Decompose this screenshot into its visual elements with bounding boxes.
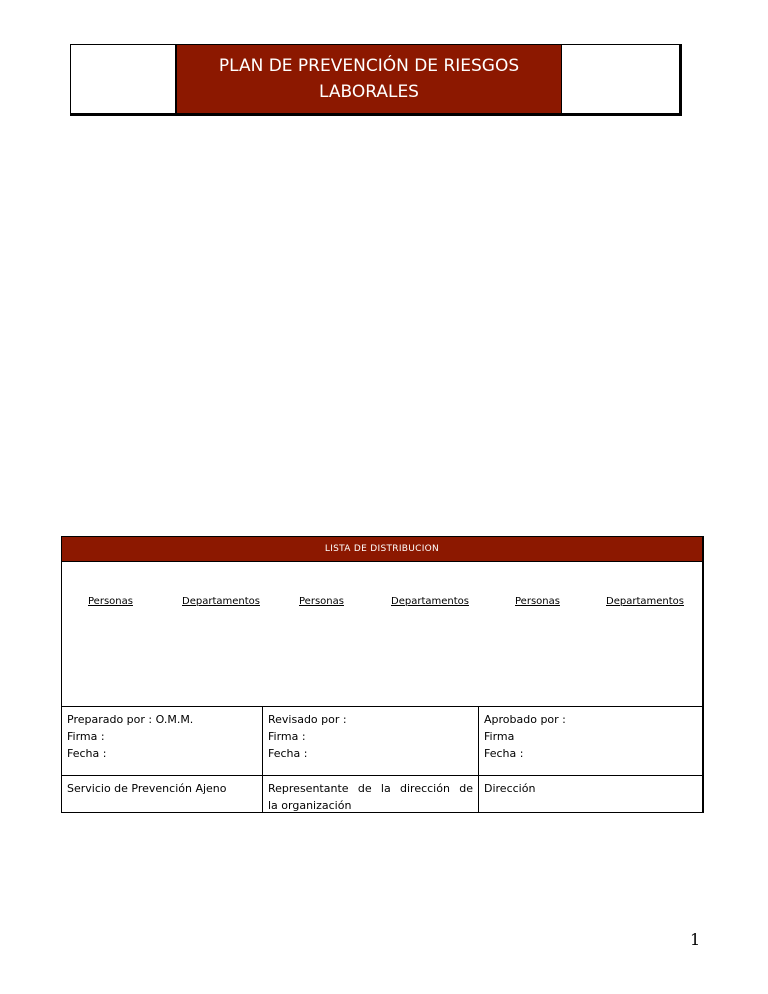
distribution-columns xyxy=(62,562,702,706)
approved-by-label: Aprobado por : xyxy=(484,713,566,726)
header-left-cell xyxy=(71,45,175,113)
document-header xyxy=(70,44,682,116)
distribution-title: LISTA DE DISTRIBUCION xyxy=(62,537,702,562)
role-external-service-label: Servicio de Prevención Ajeno xyxy=(67,782,227,795)
column-personas-1: Personas xyxy=(88,596,133,607)
column-personas-2: Personas xyxy=(299,596,344,607)
reviewed-by-fecha: Fecha : xyxy=(268,747,308,760)
role-direction-label: Dirección xyxy=(484,782,536,795)
role-management-representative-line1: Representante de la dirección de xyxy=(268,782,473,795)
role-external-service xyxy=(62,776,263,812)
role-direction xyxy=(479,776,702,812)
prepared-by-cell xyxy=(62,707,263,775)
document-title-line1: PLAN DE PREVENCIÓN DE RIESGOS xyxy=(218,56,520,76)
approved-by-cell xyxy=(479,707,702,775)
column-departamentos-1: Departamentos xyxy=(182,596,260,607)
document-title xyxy=(175,45,561,113)
role-management-representative xyxy=(263,776,479,812)
distribution-table xyxy=(61,536,704,813)
reviewed-by-cell xyxy=(263,707,479,775)
column-personas-3: Personas xyxy=(515,596,560,607)
document-title-line2: LABORALES xyxy=(318,82,419,102)
prepared-by-firma: Firma : xyxy=(67,730,105,743)
prepared-by-fecha: Fecha : xyxy=(67,747,107,760)
header-right-cell xyxy=(561,45,679,113)
approved-by-firma: Firma xyxy=(484,730,515,743)
approved-by-fecha: Fecha : xyxy=(484,747,524,760)
reviewed-by-label: Revisado por : xyxy=(268,713,347,726)
page-number: 1 xyxy=(690,930,701,949)
column-departamentos-3: Departamentos xyxy=(606,596,684,607)
reviewed-by-firma: Firma : xyxy=(268,730,306,743)
prepared-by-label: Preparado por : O.M.M. xyxy=(67,713,194,726)
signature-row xyxy=(62,706,702,775)
role-management-representative-line2: la organización xyxy=(268,799,352,812)
roles-row xyxy=(62,775,702,812)
column-departamentos-2: Departamentos xyxy=(391,596,469,607)
